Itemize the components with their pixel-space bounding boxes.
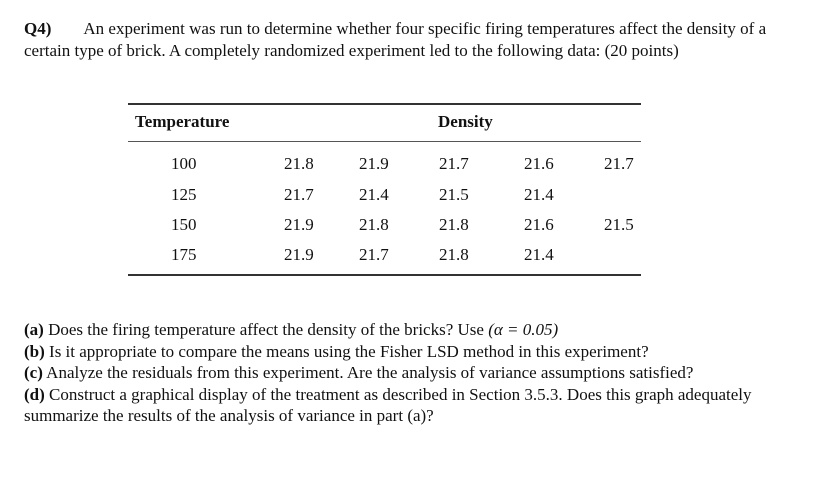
density-cell: 21.8 [439,215,469,234]
question-intro-text: An experiment was run to determine whether four specific firing temperatures affect the density of a certain type of brick. A completely randomized experiment led to the following data: (20 points) [24,19,767,60]
part-d-label: (d) [24,384,45,404]
part-c-text: Analyze the residuals from this experiment. Are the analysis of variance assumptions satisfied? [42,363,694,382]
table-row [128,215,641,245]
density-cell: 21.7 [284,185,314,204]
header-density: Density [438,112,493,131]
density-cell: 21.7 [604,154,634,173]
part-d [24,384,794,427]
density-cell: 21.9 [284,245,314,264]
question-number: Q4) [24,19,52,38]
table-header-rule [128,141,641,142]
question-intro [24,18,794,62]
temperature-cell: 150 [171,215,197,234]
table-row [128,245,641,275]
density-cell: 21.7 [359,245,389,264]
density-cell: 21.4 [524,185,554,204]
temperature-cell: 100 [171,154,197,173]
density-cell: 21.9 [359,154,389,173]
question-parts [24,319,794,427]
table-header [128,105,641,141]
temperature-cell: 175 [171,245,197,264]
density-cell: 21.8 [284,154,314,173]
part-a-label: (a) [24,320,44,339]
density-cell: 21.6 [524,154,554,173]
part-c-label: (c) [24,363,43,382]
density-cell: 21.4 [359,185,389,204]
header-temperature: Temperature [135,112,230,131]
density-cell: 21.7 [439,154,469,173]
table-row [128,185,641,215]
temperature-cell: 125 [171,185,197,204]
part-a-alpha: (α = 0.05) [488,320,559,339]
part-c [24,362,794,384]
table-row [128,154,641,184]
part-a-text: Does the firing temperature affect the density of the bricks? Use [43,320,489,339]
density-cell: 21.4 [524,245,554,264]
density-cell: 21.6 [524,215,554,234]
density-cell: 21.8 [439,245,469,264]
part-b [24,341,794,363]
part-b-text: Is it appropriate to compare the means using the Fisher LSD method in this experiment? [44,341,649,361]
density-cell: 21.8 [359,215,389,234]
density-cell: 21.9 [284,215,314,234]
part-b-label: (b) [24,341,45,361]
data-table [128,103,641,276]
density-cell: 21.5 [604,215,634,234]
part-d-text: Construct a graphical display of the treatment as described in Section 3.5.3. Does this graph adequately summarize the results of the analysis of variance in part (a)? [24,384,752,425]
table-body [128,144,641,274]
density-cell: 21.5 [439,185,469,204]
part-a [24,319,794,341]
